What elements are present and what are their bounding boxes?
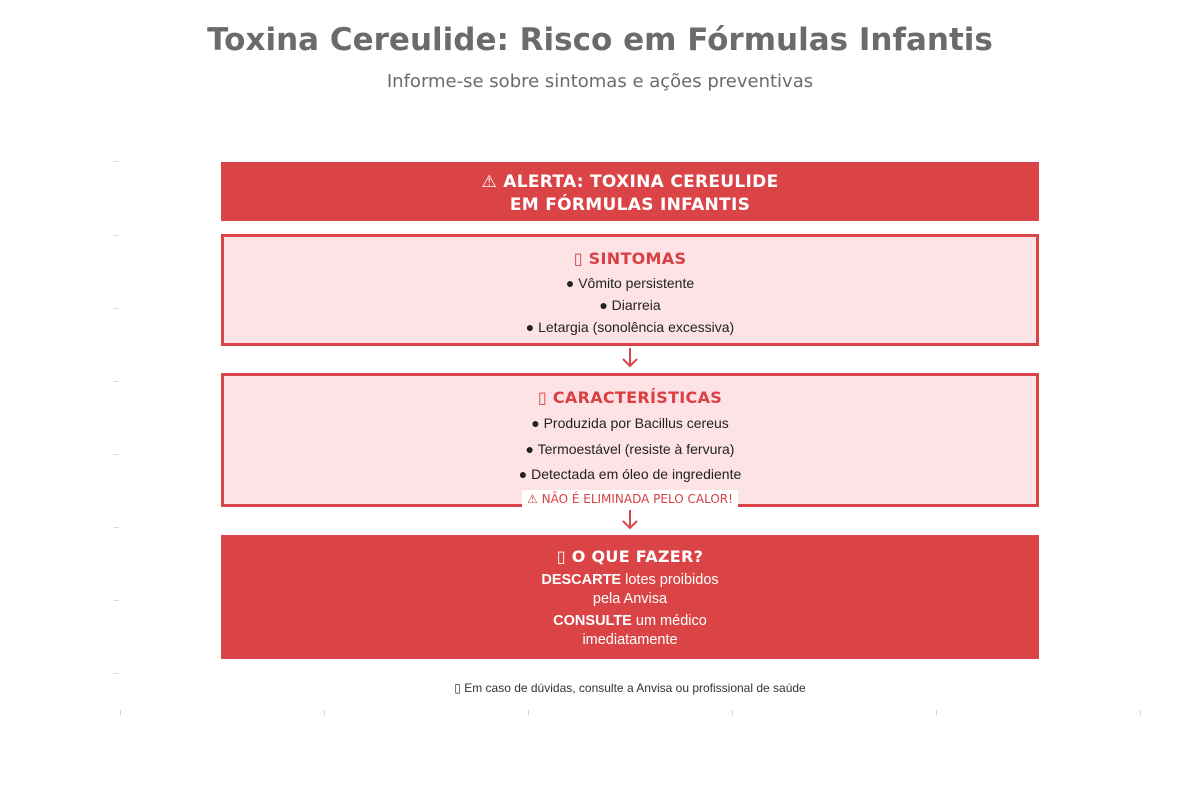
action-verb: DESCARTE — [541, 572, 622, 588]
axis-tick — [114, 161, 119, 162]
action-text: um médico — [631, 613, 707, 629]
arrow-down-icon — [620, 347, 640, 369]
characteristics-title: ▯ CARACTERÍSTICAS — [537, 388, 723, 407]
symptom-item: ● Diarreia — [599, 297, 661, 313]
actions-list — [221, 571, 1039, 650]
action-item — [221, 612, 1039, 650]
axis-tick — [114, 235, 119, 236]
symptom-item: ● Letargia (sonolência excessiva) — [525, 319, 735, 335]
alert-line-2: EM FÓRMULAS INFANTIS — [509, 195, 751, 215]
symptoms-list — [224, 272, 1036, 338]
axis-tick — [114, 381, 119, 382]
actions-title: ▯ O QUE FAZER? — [556, 547, 704, 566]
heat-warning-badge: ⚠ NÃO É ELIMINADA PELO CALOR! — [522, 490, 738, 509]
axis-tick — [732, 710, 733, 715]
characteristic-item: ● Produzida por Bacillus cereus — [531, 415, 729, 431]
alert-line-1: ⚠ ALERTA: TOXINA CEREULIDE — [481, 172, 779, 192]
page-title: Toxina Cereulide: Risco em Fórmulas Infantis — [207, 22, 993, 58]
symptom-item: ● Vômito persistente — [565, 275, 695, 291]
characteristic-item: ● Detectada em óleo de ingrediente — [518, 466, 742, 482]
axis-tick — [120, 710, 121, 715]
characteristic-item: ● Termoestável (resiste à fervura) — [525, 440, 735, 457]
axis-tick — [114, 454, 119, 455]
actions-box — [221, 535, 1039, 659]
axis-tick — [114, 673, 119, 674]
symptoms-title: ▯ SINTOMAS — [573, 249, 687, 268]
action-item — [221, 571, 1039, 609]
axis-tick — [324, 710, 325, 715]
characteristics-box — [221, 373, 1039, 507]
footnote: ▯ Em caso de dúvidas, consulte a Anvisa ou profissional de saúde — [454, 681, 806, 695]
arrow-down-icon — [620, 509, 640, 531]
page-subtitle: Informe-se sobre sintomas e ações preventivas — [386, 71, 814, 92]
axis-tick — [114, 527, 119, 528]
axis-tick — [936, 710, 937, 715]
alert-box — [221, 162, 1039, 221]
axis-tick — [114, 600, 119, 601]
action-text-line2: imediatamente — [582, 632, 678, 648]
action-text-line2: pela Anvisa — [592, 591, 668, 607]
symptoms-box — [221, 234, 1039, 346]
action-verb: CONSULTE — [553, 613, 632, 629]
axis-tick — [1140, 710, 1141, 715]
axis-tick — [114, 308, 119, 309]
axis-tick — [528, 710, 529, 715]
action-text: lotes proibidos — [621, 572, 719, 588]
characteristics-list — [224, 411, 1036, 488]
